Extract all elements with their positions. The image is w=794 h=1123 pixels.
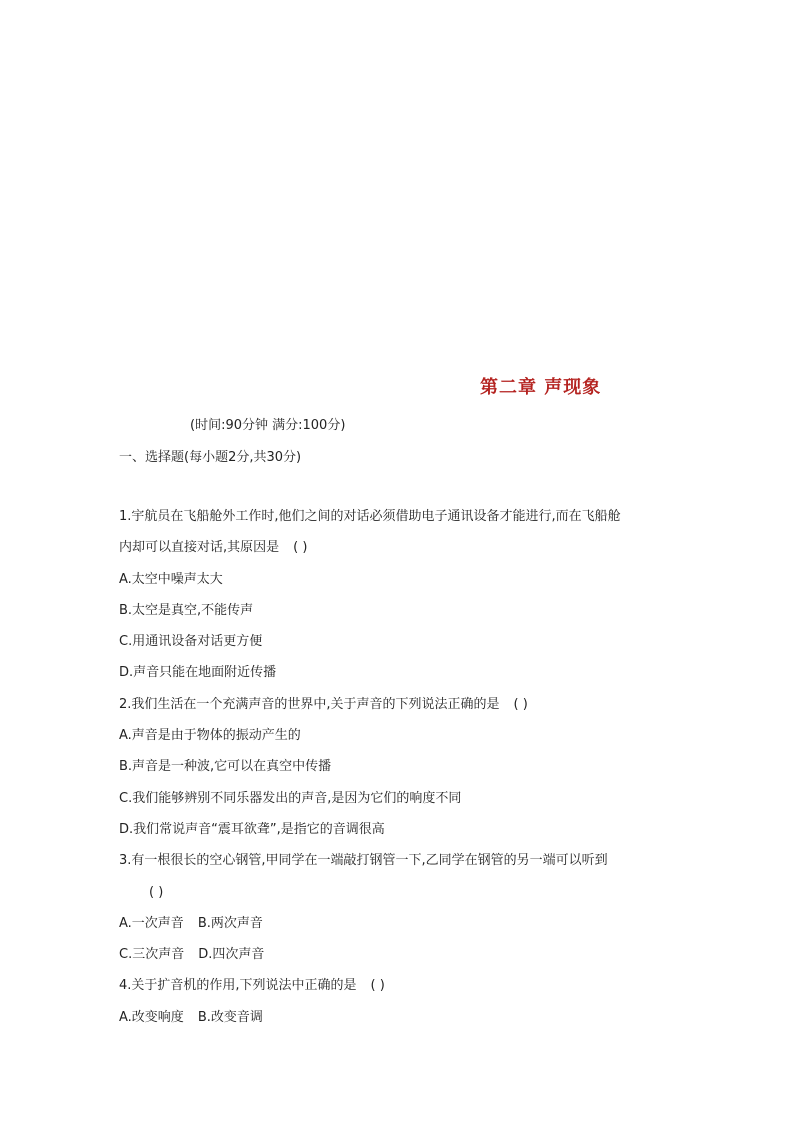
question-1-stem-line-1: 1.宇航员在飞船舱外工作时,他们之间的对话必须借助电子通讯设备才能进行,而在飞船舱 <box>119 509 621 524</box>
option-d: D.声音只能在地面附近传播 <box>119 665 277 681</box>
option-c: C.我们能够辨别不同乐器发出的声音,是因为它们的响度不同 <box>119 790 462 806</box>
section-heading: 一、选择题(每小题2分,共30分) <box>119 450 302 465</box>
option-a: A.声音是由于物体的振动产生的 <box>119 728 301 744</box>
question-4 <box>119 977 679 1040</box>
option-b: B.两次声音 <box>197 915 263 931</box>
question-4-stem-text: 4.关于扩音机的作用,下列说法中正确的是 <box>119 978 357 994</box>
option-d: D.我们常说声音“震耳欲聋”,是指它的音调很高 <box>119 821 385 837</box>
question-3 <box>119 852 679 977</box>
question-3-stem: 3.有一根很长的空心钢管,甲同学在一端敲打钢管一下,乙同学在钢管的另一端可以听到 <box>119 853 608 869</box>
option-c: C.用通讯设备对话更方便 <box>119 634 263 650</box>
option-row-cd <box>119 946 679 977</box>
question-3-blank-line <box>119 884 679 915</box>
option-a: A.一次声音 <box>119 915 184 931</box>
question-list <box>119 508 679 1040</box>
question-2-stem <box>119 696 679 727</box>
option-a: A.改变响度 <box>119 1009 184 1025</box>
answer-blank: ( ) <box>293 540 308 556</box>
option-b: B.改变音调 <box>197 1009 263 1025</box>
chapter-title: 第二章 声现象 <box>480 377 602 398</box>
option-b: B.太空是真空,不能传声 <box>119 602 254 618</box>
exam-time-score: (时间:90分钟 满分:100分) <box>190 418 346 433</box>
option-row-ab <box>119 915 679 946</box>
option-b: B.声音是一种波,它可以在真空中传播 <box>119 759 332 775</box>
answer-blank: ( ) <box>513 696 528 712</box>
option-c: C.三次声音 <box>119 947 185 963</box>
option-row-ab <box>119 1009 679 1040</box>
answer-blank: ( ) <box>149 884 164 900</box>
question-1-stem-text: 内却可以直接对话,其原因是 <box>119 540 280 556</box>
question-4-stem <box>119 977 679 1008</box>
question-1 <box>119 508 679 696</box>
question-2-stem-text: 2.我们生活在一个充满声音的世界中,关于声音的下列说法正确的是 <box>119 696 500 712</box>
question-1-stem-line-2 <box>119 539 679 570</box>
question-2 <box>119 696 679 852</box>
answer-blank: ( ) <box>370 978 385 994</box>
option-a: A.太空中噪声太大 <box>119 571 223 587</box>
option-d: D.四次声音 <box>198 947 265 963</box>
